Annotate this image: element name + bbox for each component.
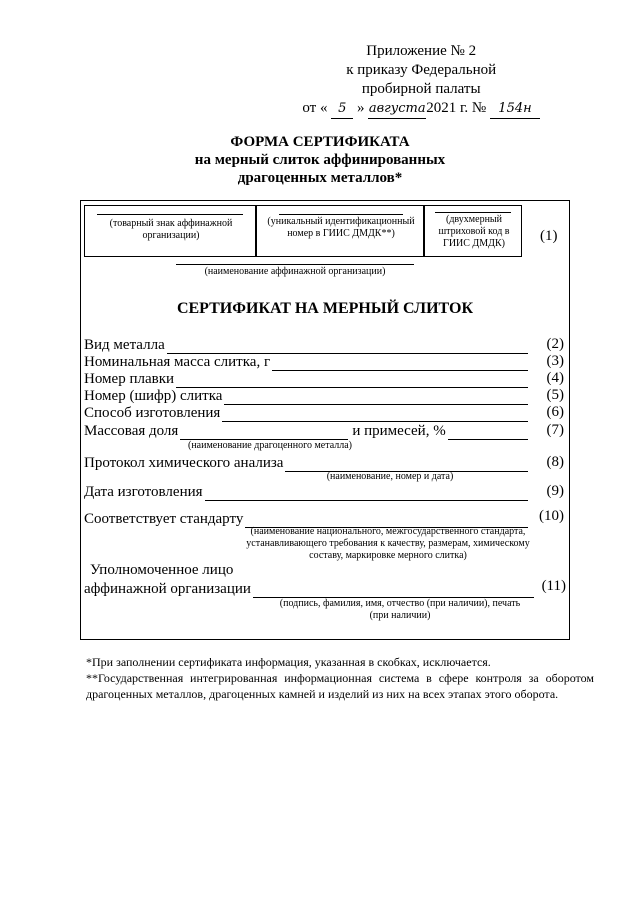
field-authorized-label: аффинажной организации — [84, 581, 251, 597]
field-fraction — [84, 422, 528, 440]
trademark-line — [97, 214, 243, 215]
order-number: 154н — [490, 99, 540, 119]
field-mass — [84, 353, 528, 371]
field-fraction-hint: (наименование драгоценного металла) — [187, 440, 353, 451]
appendix-line-1: Приложение № 2 — [366, 43, 477, 59]
field-protocol — [84, 454, 528, 472]
field-code-label: Номер (шифр) слитка — [84, 388, 223, 404]
form-title-line-3: драгоценных металлов* — [237, 170, 403, 186]
field-metal — [84, 336, 528, 354]
field-code-blank[interactable] — [224, 390, 528, 405]
barcode-cell — [424, 205, 522, 257]
appendix-date-line — [302, 99, 540, 119]
field-date — [84, 483, 528, 501]
field-protocol-label: Протокол химического анализа — [84, 455, 284, 471]
field-mass-blank[interactable] — [272, 356, 528, 371]
field-melt-num: (4) — [546, 370, 564, 386]
field-method-label: Способ изготовления — [84, 405, 221, 421]
field-protocol-blank[interactable] — [285, 457, 528, 472]
field-mass-label: Номинальная масса слитка, г — [84, 354, 271, 370]
appendix-line-2: к приказу Федеральной — [346, 62, 497, 78]
field-date-blank[interactable] — [205, 486, 528, 501]
date-mid: » — [356, 100, 365, 116]
trademark-cell — [84, 205, 256, 257]
form-title — [0, 133, 640, 187]
field-metal-label: Вид металла — [84, 337, 165, 353]
field-standard-num: (10) — [539, 508, 564, 524]
field-authorized — [84, 580, 534, 598]
field-method-num: (6) — [546, 404, 564, 420]
field-fraction-num: (7) — [546, 422, 564, 438]
form-title-line-1: ФОРМА СЕРТИФИКАТА — [230, 134, 410, 150]
trademark-caption: (товарный знак аффинажной организации) — [109, 218, 233, 241]
field-fraction-mid: и примесей, % — [352, 423, 446, 439]
footnote-2: **Государственная интегрированная информационная система в сфере контроля за оборотом драгоценных металлов, драгоценных камней и изделий из них на всех этапах этого оборота. — [86, 671, 594, 701]
field-melt-blank[interactable] — [176, 373, 528, 388]
unique-id-cell — [256, 205, 424, 257]
field-melt-label: Номер плавки — [84, 371, 175, 387]
field-metal-blank[interactable] — [167, 339, 528, 354]
field-mass-num: (3) — [546, 353, 564, 369]
appendix-line-3: пробирной палаты — [361, 81, 481, 97]
ref-number-1: (1) — [540, 228, 558, 244]
field-date-label: Дата изготовления — [84, 484, 203, 500]
org-name-caption: (наименование аффинажной организации) — [204, 266, 386, 277]
barcode-caption: (двухмерный штриховой код в ГИИС ДМДК) — [438, 214, 510, 249]
field-protocol-num: (8) — [546, 454, 564, 470]
appendix-header — [302, 42, 540, 119]
field-authorized-hint: (подпись, фамилия, имя, отчество (при наличии), печать (при наличии) — [279, 598, 521, 621]
field-code-num: (5) — [546, 387, 564, 403]
field-method-blank[interactable] — [222, 407, 528, 422]
field-fraction-label: Массовая доля — [84, 423, 179, 439]
date-month: августа — [368, 99, 426, 119]
field-standard-hint: (наименование национального, межгосударственного стандарта, устанавливающего требования к качеству, размерам, химическому составу, маркировке мерного слитка) — [246, 526, 530, 561]
field-date-num: (9) — [546, 483, 564, 499]
certificate-title: СЕРТИФИКАТ НА МЕРНЫЙ СЛИТОК — [176, 300, 474, 317]
field-metal-num: (2) — [546, 336, 564, 352]
org-name-line — [176, 264, 414, 265]
field-authorized-line1: Уполномоченное лицо — [90, 562, 234, 578]
field-standard-label: Соответствует стандарту — [84, 511, 244, 527]
form-title-line-2: на мерный слиток аффинированных — [194, 152, 446, 168]
date-prefix: от « — [302, 100, 328, 116]
field-protocol-hint: (наименование, номер и дата) — [326, 471, 454, 482]
field-melt — [84, 370, 528, 388]
footnote-1: *При заполнении сертификата информация, указанная в скобках, исключается. — [86, 655, 491, 669]
field-fraction-percent-blank[interactable] — [448, 425, 528, 440]
field-authorized-blank[interactable] — [253, 583, 534, 598]
field-method — [84, 404, 528, 422]
field-fraction-metal-blank[interactable] — [180, 425, 348, 440]
date-day: 5 — [331, 99, 353, 119]
barcode-line — [435, 212, 511, 213]
unique-id-caption: (уникальный идентификационный номер в ГИИС ДМДК**) — [267, 216, 415, 239]
unique-id-line — [279, 214, 403, 215]
field-code — [84, 387, 528, 405]
field-authorized-num: (11) — [541, 578, 566, 594]
date-year: 2021 г. № — [426, 100, 487, 116]
